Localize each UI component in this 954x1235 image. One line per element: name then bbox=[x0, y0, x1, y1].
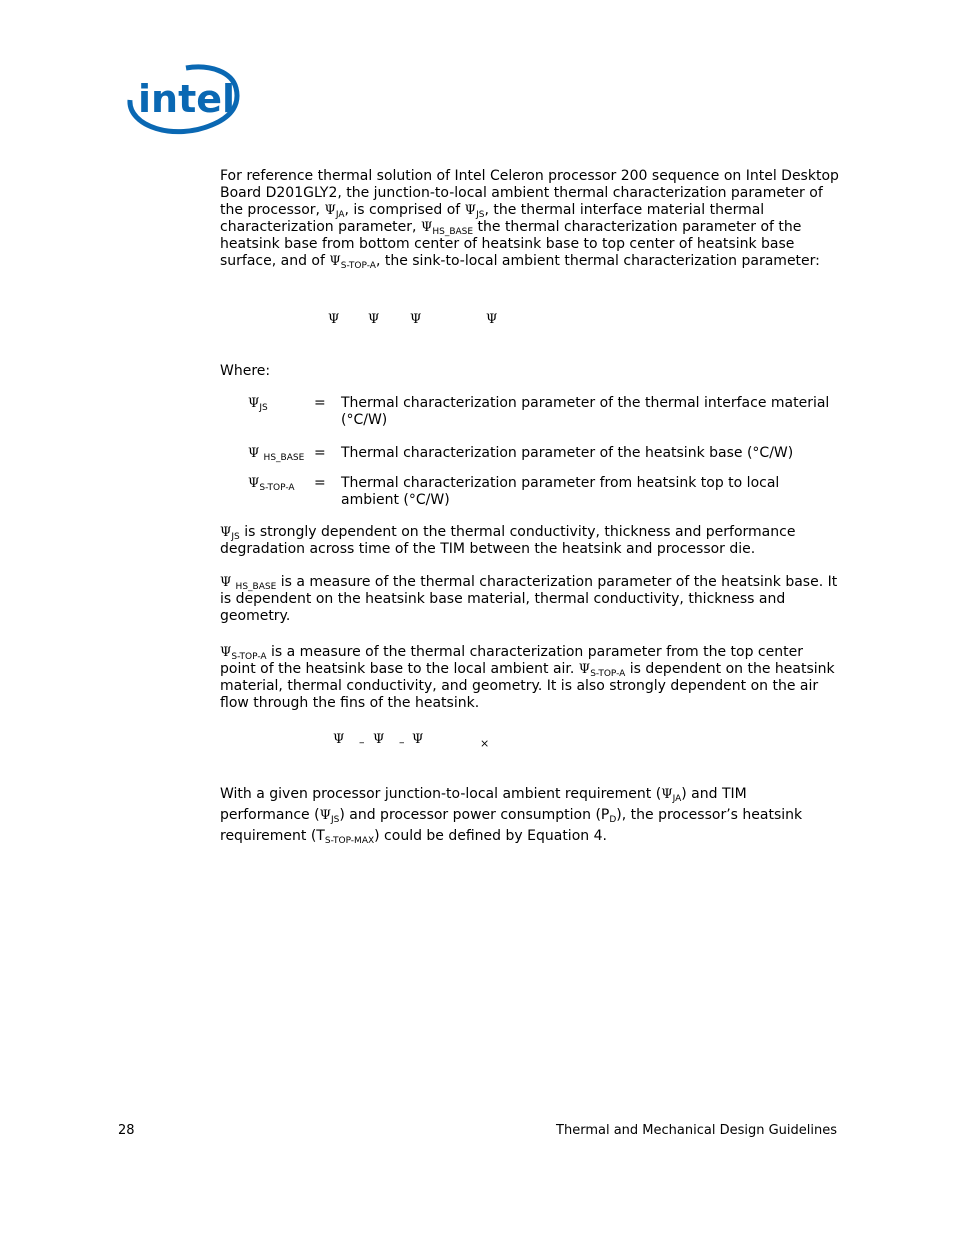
psi-s-top-a-paragraph: $\Psi_{S-TOP-A}$ is a measure of the thermal characterization parameter from the top center point of the heatsink base to the local ambient air. $\Psi_{S-TOP-A}$ is dependent on the heatsink material, thermal conductivity, and geometry. It is also strongly dependent on the air flow through the fins of the heatsink. bbox=[220, 644, 835, 711]
psi-hs-base-paragraph: Ψ $_{HS\_BASE}$ is a measure of the thermal characterization parameter of the heatsink base. It is dependent on the heatsink base material, thermal conductivity, thickness and geometry. bbox=[220, 574, 838, 624]
closing-paragraph: With a given processor junction-to-local ambient requirement $(\Psi_{JA})$ and TIM performance $(\Psi_{JS})$ and processor power consumption $(P_D)$, the processor’s heatsink requirement $(T_{S-TOP-MAX})$ could be defined by Equation 4. bbox=[220, 786, 803, 846]
definition-symbol: Ψ $_{HS\_BASE}$ bbox=[248, 446, 305, 463]
psi-js-paragraph: $\Psi_{JS}$ is strongly dependent on the thermal conductivity, thickness and performance degradation across time of the TIM between the heatsink and processor die. bbox=[220, 524, 796, 557]
definition-symbol: $\Psi_{S-TOP-A}$ bbox=[248, 476, 295, 493]
definition-symbol: $\Psi_{JS}$ bbox=[248, 396, 268, 413]
intel-logo bbox=[124, 64, 240, 140]
svg-text:intel: intel bbox=[138, 77, 236, 121]
intro-paragraph: For reference thermal solution of Intel Celeron processor 200 sequence on Intel Desktop Board D201GLY2, the junction-to-local ambient thermal characterization parameter of the processor, $\Psi_{JA}$, is comprised of $\Psi_{JS}$, the thermal interface material thermal characterization parameter, $\Psi_{HS\_BASE}$ the thermal characterization parameter of the heatsink base from bottom center of heatsink base to top center of heatsink base surface, and of $\Psi_{S-TOP-A}$, the sink-to-local ambient thermal characterization parameter: bbox=[220, 168, 839, 271]
where-label: Where: bbox=[220, 363, 271, 379]
footer-title: Thermal and Mechanical Design Guidelines bbox=[556, 1123, 837, 1138]
page-number: 28 bbox=[118, 1123, 135, 1138]
